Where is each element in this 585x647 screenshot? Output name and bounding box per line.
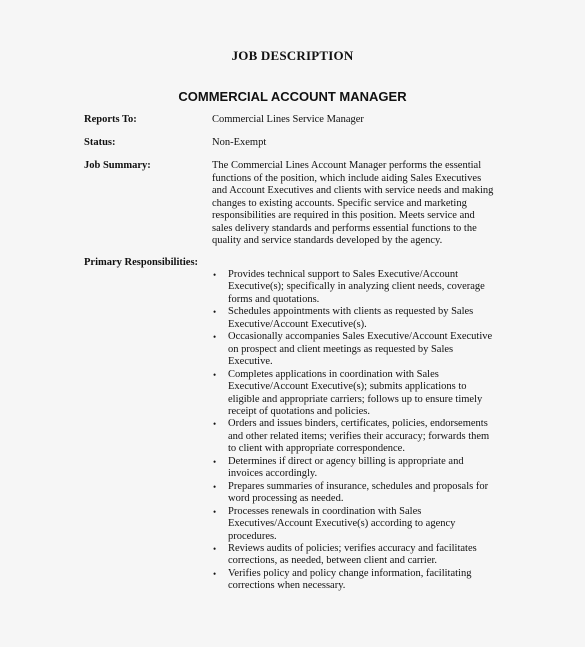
summary-line: changes to existing accounts. Specific service and marketing xyxy=(212,197,467,209)
responsibility-line: Executive. xyxy=(228,356,273,368)
responsibility-line: receipt of quotations and policies. xyxy=(228,405,371,417)
reports-to-value: Commercial Lines Service Manager xyxy=(212,114,364,125)
responsibility-line: corrections, as needed, between client and carrier. xyxy=(228,555,438,567)
bullet-icon: • xyxy=(213,481,217,492)
responsibility-item xyxy=(213,269,513,306)
bullet-icon: • xyxy=(213,369,217,380)
responsibility-item xyxy=(213,481,513,506)
summary-line: responsibilities are required in this position. Meets service and xyxy=(212,210,475,221)
bullet-icon: • xyxy=(213,332,217,343)
responsibility-line: word processing as needed. xyxy=(228,493,344,505)
bullet-icon: • xyxy=(213,307,217,318)
responsibility-line: Orders and issues binders, certificates, policies, endorsements xyxy=(228,418,488,430)
reports-to-label: Reports To: xyxy=(84,114,137,125)
job-summary-text xyxy=(212,160,502,248)
summary-line: The Commercial Lines Account Manager performs the essential xyxy=(212,160,482,171)
responsibility-line: forms and quotations. xyxy=(228,293,320,305)
responsibility-line: and other related items; verifies their accuracy; forwards them xyxy=(228,430,490,442)
bullet-icon: • xyxy=(213,270,217,280)
bullet-icon: • xyxy=(213,568,217,579)
bullet-icon: • xyxy=(213,543,217,554)
responsibility-line: invoices accordingly. xyxy=(228,468,318,480)
summary-line: sales delivery standards and performs essential functions to the xyxy=(212,222,477,234)
status-label: Status: xyxy=(84,137,116,148)
responsibility-line: on prospect and client meetings as requested by Sales xyxy=(228,343,454,355)
responsibility-item xyxy=(213,306,513,331)
primary-responsibilities-label: Primary Responsibilities: xyxy=(84,257,199,268)
bullet-icon: • xyxy=(213,419,217,430)
responsibility-line: Provides technical support to Sales Executive/Account xyxy=(228,269,459,280)
responsibility-line: Completes applications in coordination with Sales xyxy=(228,368,439,380)
responsibility-line: Executive(s); specifically in analyzing client needs, coverage xyxy=(228,281,485,293)
responsibility-line: Processes renewals in coordination with Sales xyxy=(228,505,422,517)
responsibility-line: Determines if direct or agency billing is appropriate and xyxy=(228,455,464,467)
responsibility-line: Prepares summaries of insurance, schedules and proposals for xyxy=(228,480,489,492)
responsibility-line: Verifies policy and policy change information, facilitating xyxy=(228,567,472,579)
responsibility-item xyxy=(213,331,513,368)
responsibility-item xyxy=(213,506,513,543)
responsibility-line: Occasionally accompanies Sales Executive/Account Executive xyxy=(228,331,493,343)
responsibility-line: Schedules appointments with clients as requested by Sales xyxy=(228,306,474,318)
responsibility-line: Executives/Account Executive(s) according to agency xyxy=(228,518,456,530)
responsibility-line: corrections when necessary. xyxy=(228,580,346,592)
job-summary-label: Job Summary: xyxy=(84,160,151,171)
responsibility-line: Executive/Account Executive(s); submits applications to xyxy=(228,381,467,393)
responsibility-line: to client with appropriate correspondence. xyxy=(228,443,405,455)
responsibility-item xyxy=(213,369,513,419)
responsibility-line: procedures. xyxy=(228,530,277,542)
summary-line: functions of the position, which include aiding Sales Executives xyxy=(212,172,482,184)
responsibility-line: Executive/Account Executive(s). xyxy=(228,318,367,330)
job-title: COMMERCIAL ACCOUNT MANAGER xyxy=(178,89,407,104)
responsibility-item xyxy=(213,456,513,481)
document-title: JOB DESCRIPTION xyxy=(231,48,354,63)
responsibility-line: eligible and appropriate carriers; follows up to ensure timely xyxy=(228,393,483,405)
responsibility-item xyxy=(213,568,513,593)
bullet-icon: • xyxy=(213,456,217,467)
responsibility-item xyxy=(213,543,513,568)
responsibility-item xyxy=(213,418,513,455)
responsibilities-list xyxy=(213,269,513,593)
summary-line: and Account Executives and clients with service needs and making xyxy=(212,185,494,196)
responsibility-line: Reviews audits of policies; verifies accuracy and facilitates xyxy=(228,542,477,554)
summary-line: quality and service standards developed by the agency. xyxy=(212,235,443,246)
bullet-icon: • xyxy=(213,506,217,517)
status-value: Non-Exempt xyxy=(212,137,267,148)
